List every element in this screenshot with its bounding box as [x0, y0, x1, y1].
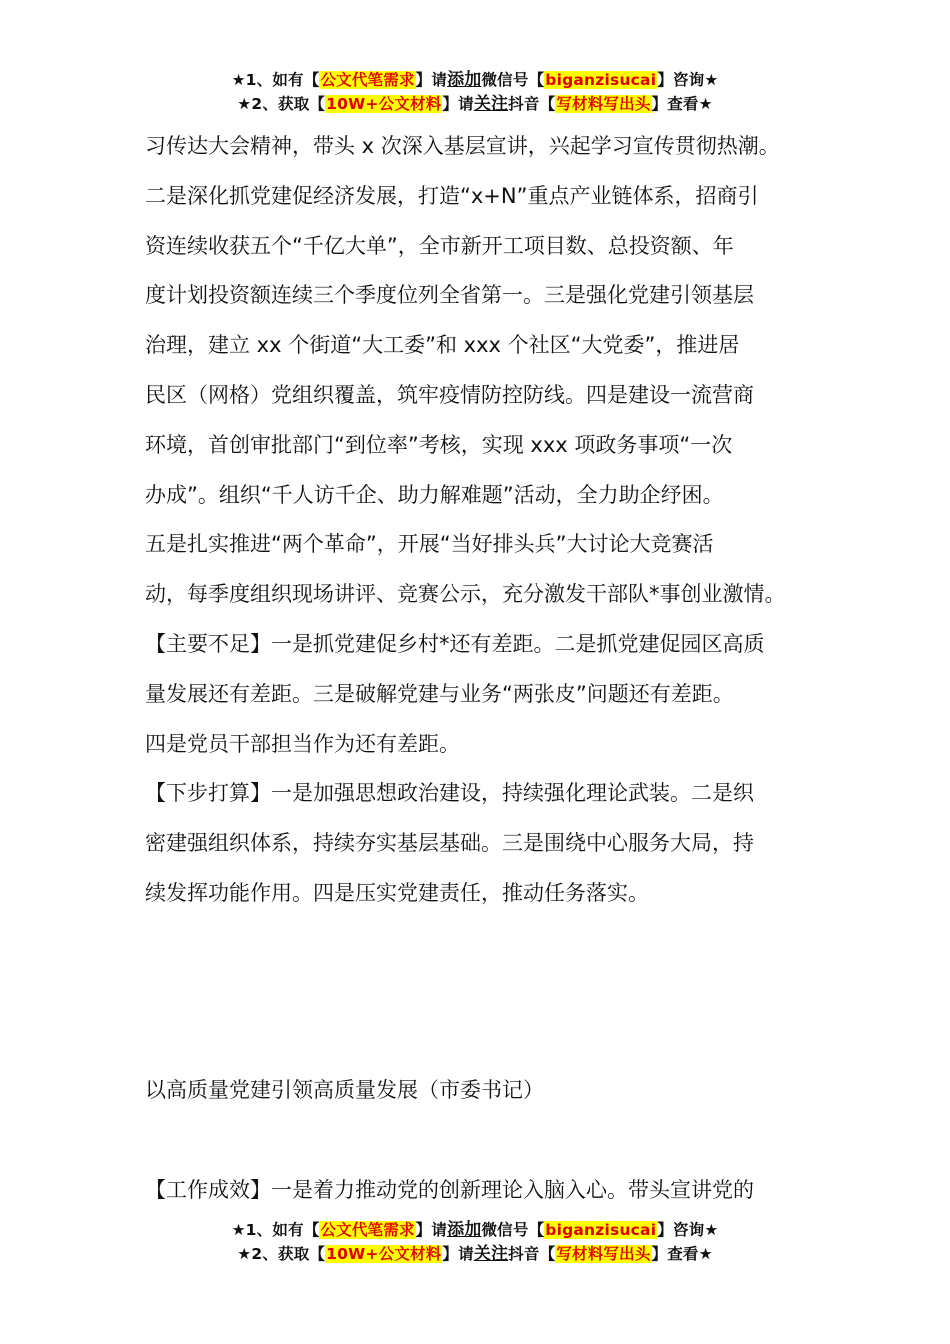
- underlined-text: 关注: [473, 94, 509, 114]
- body-line: 【下步打算】一是加强思想政治建设，持续强化理论武装。二是织: [145, 781, 754, 806]
- banner-text: ★1、如有【: [231, 1221, 320, 1239]
- highlight-douyin-id: 写材料写出头: [556, 1245, 651, 1263]
- section-title: 以高质量党建引领高质量发展（市委书记）: [145, 1078, 544, 1102]
- banner-text: 】请: [442, 1245, 474, 1263]
- banner-text: 微信号【: [481, 71, 545, 89]
- banner-text: 】查看★: [651, 95, 713, 113]
- banner-text: 】请: [415, 1221, 448, 1239]
- body-line: 四是党员干部担当作为还有差距。: [145, 731, 460, 756]
- banner-text: 】咨询★: [657, 1221, 719, 1239]
- banner-line-1: [0, 1218, 950, 1242]
- highlight-materials: 10W+公文材料: [326, 1245, 442, 1263]
- highlight-service: 公文代笔需求: [320, 71, 415, 89]
- body-line: 习传达大会精神，带头 x 次深入基层宣讲，兴起学习宣传贯彻热潮。: [145, 134, 780, 158]
- body-line: 动，每季度组织现场讲评、竞赛公示，充分激发干部队*事创业激情。: [145, 582, 786, 607]
- banner-text: 抖音【: [508, 1245, 556, 1263]
- body-line: 续发挥功能作用。四是压实党建责任，推动任务落实。: [145, 880, 649, 905]
- banner-text: 】查看★: [651, 1245, 713, 1263]
- body-line: 环境，首创审批部门“到位率”考核，实现 xxx 项政务事项“一次: [145, 432, 733, 457]
- banner-line-2: [0, 92, 950, 116]
- banner-line-1: [0, 68, 950, 92]
- banner-text: 】请: [415, 71, 448, 89]
- header-banner: [0, 68, 950, 116]
- body-line: 【主要不足】一是抓党建促乡村*还有差距。二是抓党建促园区高质: [145, 631, 765, 656]
- body-line: 二是深化抓党建促经济发展，打造“x+N”重点产业链体系，招商引: [145, 183, 759, 208]
- body-line: 量发展还有差距。三是破解党建与业务“两张皮”问题还有差距。: [145, 681, 734, 706]
- body-line: 度计划投资额连续三个季度位列全省第一。三是强化党建引领基层: [145, 283, 754, 308]
- banner-text: 】请: [442, 95, 474, 113]
- highlight-wechat-id: biganzisucai: [545, 1221, 657, 1239]
- highlight-douyin-id: 写材料写出头: [556, 95, 651, 113]
- highlight-materials: 10W+公文材料: [326, 95, 442, 113]
- body-line: 资连续收获五个“千亿大单”，全市新开工项目数、总投资额、年: [145, 233, 734, 258]
- body-line: 密建强组织体系，持续夯实基层基础。三是围绕中心服务大局，持: [145, 831, 754, 856]
- banner-text: ★2、获取【: [237, 1245, 326, 1263]
- banner-line-2: [0, 1242, 950, 1266]
- underlined-text: 添加: [447, 1220, 482, 1240]
- banner-text: 】咨询★: [657, 71, 719, 89]
- banner-text: 抖音【: [508, 95, 556, 113]
- underlined-text: 关注: [473, 1244, 509, 1264]
- body-line: 治理，建立 xx 个街道“大工委”和 xxx 个社区“大党委”，推进居: [145, 333, 740, 358]
- banner-text: ★2、获取【: [237, 95, 326, 113]
- body-line: 五是扎实推进“两个革命”，开展“当好排头兵”大讨论大竞赛活: [145, 532, 714, 557]
- banner-text: ★1、如有【: [231, 71, 320, 89]
- body-line: 办成”。组织“千人访千企、助力解难题”活动，全力助企纾困。: [145, 482, 724, 507]
- highlight-wechat-id: biganzisucai: [545, 71, 657, 89]
- highlight-service: 公文代笔需求: [320, 1221, 415, 1239]
- banner-text: 微信号【: [481, 1221, 545, 1239]
- document-body: [145, 122, 825, 919]
- footer-banner: [0, 1218, 950, 1266]
- body-line: 【工作成效】一是着力推动党的创新理论入脑入心。带头宣讲党的: [145, 1178, 754, 1202]
- body-line: 民区（网格）党组织覆盖，筑牢疫情防控防线。四是建设一流营商: [145, 382, 754, 407]
- underlined-text: 添加: [447, 70, 482, 90]
